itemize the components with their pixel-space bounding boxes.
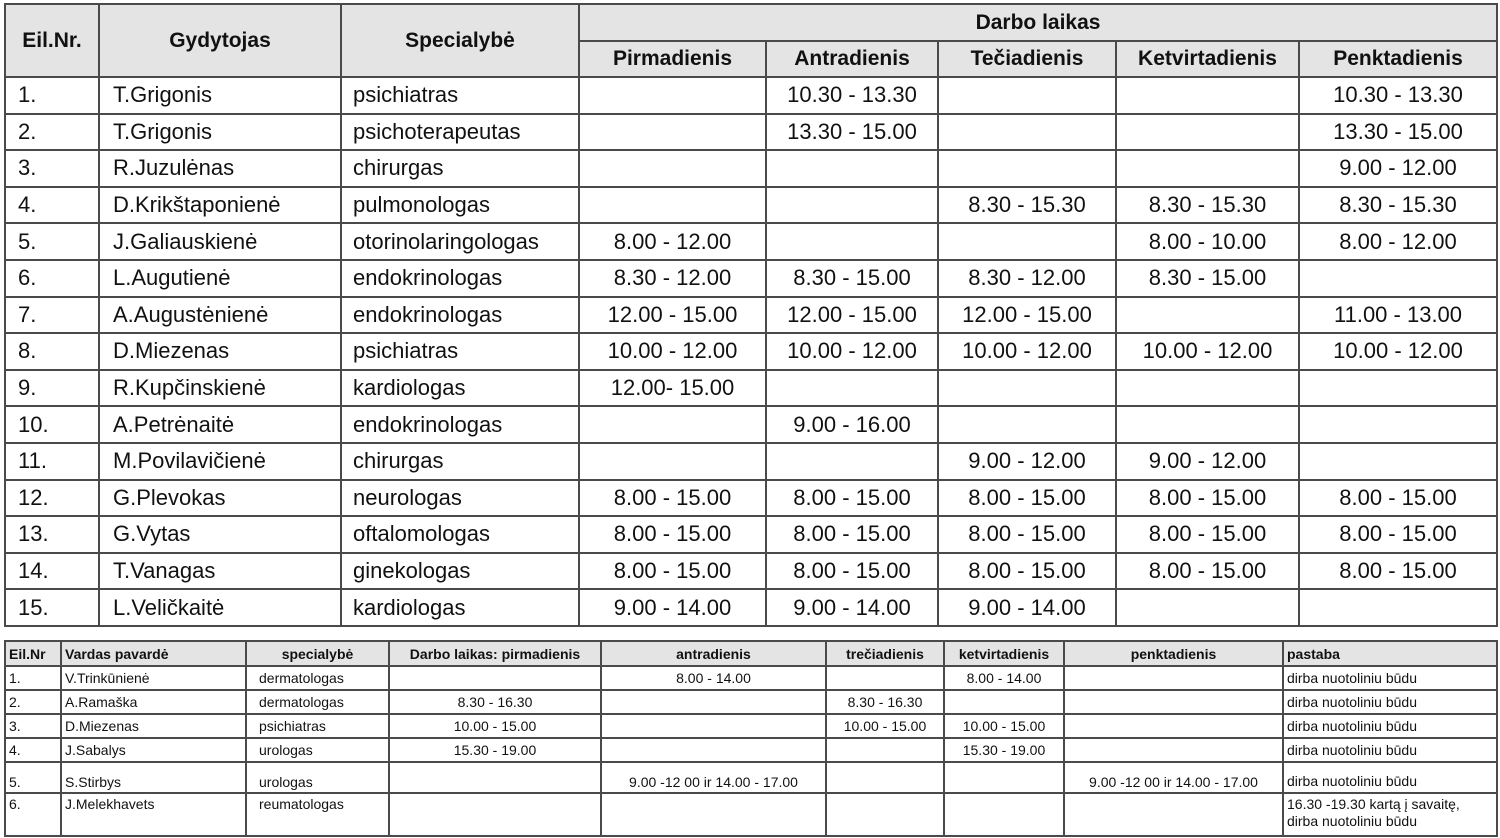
work-time-tuesday: 9.00 - 14.00 (766, 589, 938, 626)
table-row (5, 260, 1497, 297)
header-number: Eil.Nr (5, 641, 61, 666)
work-time-thursday (944, 793, 1064, 836)
doctor-name: V.Trinkūnienė (61, 666, 246, 690)
work-time-monday: 12.00- 15.00 (579, 370, 766, 407)
work-time-friday: 10.00 - 12.00 (1299, 333, 1497, 370)
work-time-tuesday: 12.00 - 15.00 (766, 297, 938, 334)
header-doctor: Gydytojas (99, 4, 341, 77)
work-time-wednesday: 9.00 - 14.00 (938, 589, 1116, 626)
work-time-wednesday (826, 738, 944, 762)
doctor-name: D.Krikštaponienė (99, 187, 341, 224)
work-time-thursday: 10.00 - 12.00 (1116, 333, 1299, 370)
doctor-schedule-table (4, 3, 1498, 627)
work-time-monday (579, 77, 766, 114)
note: dirba nuotoliniu būdu (1283, 762, 1497, 793)
doctor-specialty: kardiologas (341, 589, 579, 626)
table-row (5, 714, 1497, 738)
work-time-friday (1299, 370, 1497, 407)
work-time-friday (1299, 443, 1497, 480)
doctor-specialty: urologas (246, 762, 389, 793)
table-row (5, 370, 1497, 407)
row-number: 2. (5, 114, 99, 151)
work-time-tuesday (601, 793, 826, 836)
work-time-thursday: 9.00 - 12.00 (1116, 443, 1299, 480)
row-number: 5. (5, 762, 61, 793)
work-time-friday (1064, 793, 1283, 836)
work-time-thursday: 8.00 - 14.00 (944, 666, 1064, 690)
header-day-wednesday: Tečiadienis (938, 41, 1116, 77)
doctor-name: J.Sabalys (61, 738, 246, 762)
work-time-thursday: 8.00 - 10.00 (1116, 223, 1299, 260)
work-time-tuesday: 10.00 - 12.00 (766, 333, 938, 370)
work-time-thursday (1116, 370, 1299, 407)
header-day-monday: Pirmadienis (579, 41, 766, 77)
work-time-friday: 11.00 - 13.00 (1299, 297, 1497, 334)
work-time-wednesday (938, 150, 1116, 187)
table-row (5, 516, 1497, 553)
header-name: Vardas pavardė (61, 641, 246, 666)
work-time-monday: 8.00 - 15.00 (579, 553, 766, 590)
row-number: 13. (5, 516, 99, 553)
work-time-monday: 8.00 - 15.00 (579, 516, 766, 553)
doctor-name: T.Grigonis (99, 114, 341, 151)
work-time-wednesday: 8.30 - 15.30 (938, 187, 1116, 224)
work-time-tuesday: 9.00 - 16.00 (766, 406, 938, 443)
table-row (5, 114, 1497, 151)
doctor-specialty: neurologas (341, 480, 579, 517)
work-time-wednesday (826, 762, 944, 793)
doctor-name: S.Stirbys (61, 762, 246, 793)
work-time-thursday: 10.00 - 15.00 (944, 714, 1064, 738)
doctor-name: R.Juzulėnas (99, 150, 341, 187)
work-time-wednesday: 8.30 - 16.30 (826, 690, 944, 714)
work-time-tuesday (766, 370, 938, 407)
doctor-specialty: pulmonologas (341, 187, 579, 224)
doctor-name: A.Ramaška (61, 690, 246, 714)
doctor-specialty: psichiatras (341, 77, 579, 114)
table-row (5, 77, 1497, 114)
work-time-tuesday: 13.30 - 15.00 (766, 114, 938, 151)
work-time-tuesday: 8.00 - 15.00 (766, 516, 938, 553)
doctor-name: G.Vytas (99, 516, 341, 553)
header-day-monday: Darbo laikas: pirmadienis (389, 641, 601, 666)
note: dirba nuotoliniu būdu (1283, 738, 1497, 762)
doctor-specialty: endokrinologas (341, 297, 579, 334)
doctor-name: G.Plevokas (99, 480, 341, 517)
doctor-name: M.Povilavičienė (99, 443, 341, 480)
row-number: 4. (5, 187, 99, 224)
table-row (5, 553, 1497, 590)
row-number: 14. (5, 553, 99, 590)
header-day-thursday: ketvirtadienis (944, 641, 1064, 666)
work-time-wednesday: 8.00 - 15.00 (938, 516, 1116, 553)
work-time-friday (1299, 406, 1497, 443)
row-number: 8. (5, 333, 99, 370)
table-row (5, 187, 1497, 224)
table-row (5, 297, 1497, 334)
work-time-thursday: 8.30 - 15.00 (1116, 260, 1299, 297)
work-time-wednesday (938, 223, 1116, 260)
work-time-friday (1064, 714, 1283, 738)
work-time-thursday (1116, 297, 1299, 334)
table-row (5, 333, 1497, 370)
work-time-wednesday (938, 406, 1116, 443)
table-row (5, 480, 1497, 517)
work-time-monday (389, 666, 601, 690)
work-time-tuesday (766, 187, 938, 224)
doctor-name: R.Kupčinskienė (99, 370, 341, 407)
doctor-specialty: dermatologas (246, 666, 389, 690)
work-time-thursday: 8.00 - 15.00 (1116, 516, 1299, 553)
note: dirba nuotoliniu būdu (1283, 714, 1497, 738)
work-time-thursday: 8.00 - 15.00 (1116, 553, 1299, 590)
remote-doctor-schedule-table (4, 640, 1498, 837)
work-time-wednesday: 10.00 - 15.00 (826, 714, 944, 738)
note-line: dirba nuotoliniu būdu (1287, 813, 1417, 829)
work-time-tuesday: 8.30 - 15.00 (766, 260, 938, 297)
doctor-specialty: dermatologas (246, 690, 389, 714)
work-time-wednesday: 8.30 - 12.00 (938, 260, 1116, 297)
row-number: 10. (5, 406, 99, 443)
work-time-friday (1064, 690, 1283, 714)
doctor-specialty: otorinolaringologas (341, 223, 579, 260)
work-time-friday: 9.00 -12 00 ir 14.00 - 17.00 (1064, 762, 1283, 793)
work-time-thursday: 15.30 - 19.00 (944, 738, 1064, 762)
row-number: 11. (5, 443, 99, 480)
header-number: Eil.Nr. (5, 4, 99, 77)
work-time-monday: 9.00 - 14.00 (579, 589, 766, 626)
work-time-wednesday: 8.00 - 15.00 (938, 480, 1116, 517)
work-time-monday: 10.00 - 12.00 (579, 333, 766, 370)
row-number: 3. (5, 714, 61, 738)
work-time-monday: 8.30 - 16.30 (389, 690, 601, 714)
work-time-friday: 8.00 - 15.00 (1299, 553, 1497, 590)
doctor-specialty: psichiatras (341, 333, 579, 370)
work-time-friday (1064, 666, 1283, 690)
work-time-tuesday: 9.00 -12 00 ir 14.00 - 17.00 (601, 762, 826, 793)
work-time-wednesday: 10.00 - 12.00 (938, 333, 1116, 370)
doctor-specialty: reumatologas (246, 793, 389, 836)
doctor-name: J.Galiauskienė (99, 223, 341, 260)
row-number: 7. (5, 297, 99, 334)
row-number: 15. (5, 589, 99, 626)
work-time-wednesday: 8.00 - 15.00 (938, 553, 1116, 590)
header-work-time: Darbo laikas (579, 4, 1497, 41)
doctor-name: J.Melekhavets (61, 793, 246, 836)
work-time-thursday (1116, 77, 1299, 114)
work-time-friday: 9.00 - 12.00 (1299, 150, 1497, 187)
table-row (5, 738, 1497, 762)
doctor-specialty: chirurgas (341, 443, 579, 480)
work-time-tuesday: 8.00 - 14.00 (601, 666, 826, 690)
note: dirba nuotoliniu būdu (1283, 666, 1497, 690)
work-time-monday (389, 762, 601, 793)
work-time-monday (579, 114, 766, 151)
row-number: 4. (5, 738, 61, 762)
header-day-thursday: Ketvirtadienis (1116, 41, 1299, 77)
doctor-specialty: psichiatras (246, 714, 389, 738)
header-specialty: specialybė (246, 641, 389, 666)
work-time-tuesday (766, 150, 938, 187)
note-line: 16.30 -19.30 kartą į savaitę, (1287, 796, 1460, 812)
work-time-wednesday: 9.00 - 12.00 (938, 443, 1116, 480)
table-row (5, 589, 1497, 626)
work-time-tuesday (601, 714, 826, 738)
row-number: 6. (5, 260, 99, 297)
work-time-friday: 8.00 - 15.00 (1299, 516, 1497, 553)
doctor-name: T.Grigonis (99, 77, 341, 114)
row-number: 9. (5, 370, 99, 407)
work-time-tuesday (601, 690, 826, 714)
row-number: 1. (5, 666, 61, 690)
work-time-friday (1299, 589, 1497, 626)
row-number: 5. (5, 223, 99, 260)
work-time-wednesday (938, 114, 1116, 151)
work-time-monday: 8.00 - 15.00 (579, 480, 766, 517)
header-day-tuesday: antradienis (601, 641, 826, 666)
row-number: 3. (5, 150, 99, 187)
work-time-thursday (1116, 114, 1299, 151)
work-time-tuesday: 8.00 - 15.00 (766, 553, 938, 590)
doctor-specialty: kardiologas (341, 370, 579, 407)
work-time-monday (389, 793, 601, 836)
doctor-specialty: psichoterapeutas (341, 114, 579, 151)
doctor-name: D.Miezenas (61, 714, 246, 738)
table-row (5, 443, 1497, 480)
work-time-tuesday: 10.30 - 13.30 (766, 77, 938, 114)
header-day-friday: Penktadienis (1299, 41, 1497, 77)
doctor-specialty: urologas (246, 738, 389, 762)
work-time-wednesday (826, 666, 944, 690)
work-time-thursday: 8.00 - 15.00 (1116, 480, 1299, 517)
work-time-monday: 15.30 - 19.00 (389, 738, 601, 762)
work-time-monday (579, 187, 766, 224)
row-number: 1. (5, 77, 99, 114)
table-row (5, 793, 1497, 836)
note: dirba nuotoliniu būdu (1283, 690, 1497, 714)
work-time-tuesday (601, 738, 826, 762)
work-time-wednesday (826, 793, 944, 836)
row-number: 6. (5, 793, 61, 836)
doctor-specialty: oftalomologas (341, 516, 579, 553)
work-time-friday (1299, 260, 1497, 297)
header-day-friday: penktadienis (1064, 641, 1283, 666)
work-time-friday: 8.00 - 15.00 (1299, 480, 1497, 517)
work-time-monday (579, 443, 766, 480)
work-time-thursday: 8.30 - 15.30 (1116, 187, 1299, 224)
table-row (5, 690, 1497, 714)
doctor-specialty: endokrinologas (341, 260, 579, 297)
work-time-tuesday (766, 223, 938, 260)
work-time-monday: 12.00 - 15.00 (579, 297, 766, 334)
work-time-friday: 13.30 - 15.00 (1299, 114, 1497, 151)
row-number: 12. (5, 480, 99, 517)
work-time-thursday (944, 690, 1064, 714)
work-time-thursday (1116, 589, 1299, 626)
doctor-name: A.Petrėnaitė (99, 406, 341, 443)
work-time-friday: 10.30 - 13.30 (1299, 77, 1497, 114)
table-row (5, 666, 1497, 690)
work-time-wednesday (938, 77, 1116, 114)
doctor-name: L.Veličkaitė (99, 589, 341, 626)
work-time-monday: 8.30 - 12.00 (579, 260, 766, 297)
header-specialty: Specialybė (341, 4, 579, 77)
work-time-tuesday (766, 443, 938, 480)
header-note: pastaba (1283, 641, 1497, 666)
work-time-wednesday: 12.00 - 15.00 (938, 297, 1116, 334)
work-time-tuesday: 8.00 - 15.00 (766, 480, 938, 517)
table-row (5, 150, 1497, 187)
doctor-name: D.Miezenas (99, 333, 341, 370)
work-time-friday: 8.00 - 12.00 (1299, 223, 1497, 260)
doctor-specialty: ginekologas (341, 553, 579, 590)
table-row (5, 223, 1497, 260)
table-row (5, 762, 1497, 793)
doctor-name: A.Augustėnienė (99, 297, 341, 334)
work-time-monday (579, 406, 766, 443)
header-day-tuesday: Antradienis (766, 41, 938, 77)
work-time-thursday (1116, 150, 1299, 187)
work-time-monday: 10.00 - 15.00 (389, 714, 601, 738)
work-time-friday: 8.30 - 15.30 (1299, 187, 1497, 224)
doctor-specialty: endokrinologas (341, 406, 579, 443)
row-number: 2. (5, 690, 61, 714)
doctor-name: L.Augutienė (99, 260, 341, 297)
note (1283, 793, 1497, 836)
doctor-specialty: chirurgas (341, 150, 579, 187)
table-row (5, 406, 1497, 443)
work-time-thursday (1116, 406, 1299, 443)
work-time-friday (1064, 738, 1283, 762)
work-time-monday (579, 150, 766, 187)
work-time-monday: 8.00 - 12.00 (579, 223, 766, 260)
header-day-wednesday: trečiadienis (826, 641, 944, 666)
doctor-name: T.Vanagas (99, 553, 341, 590)
work-time-thursday (944, 762, 1064, 793)
work-time-wednesday (938, 370, 1116, 407)
